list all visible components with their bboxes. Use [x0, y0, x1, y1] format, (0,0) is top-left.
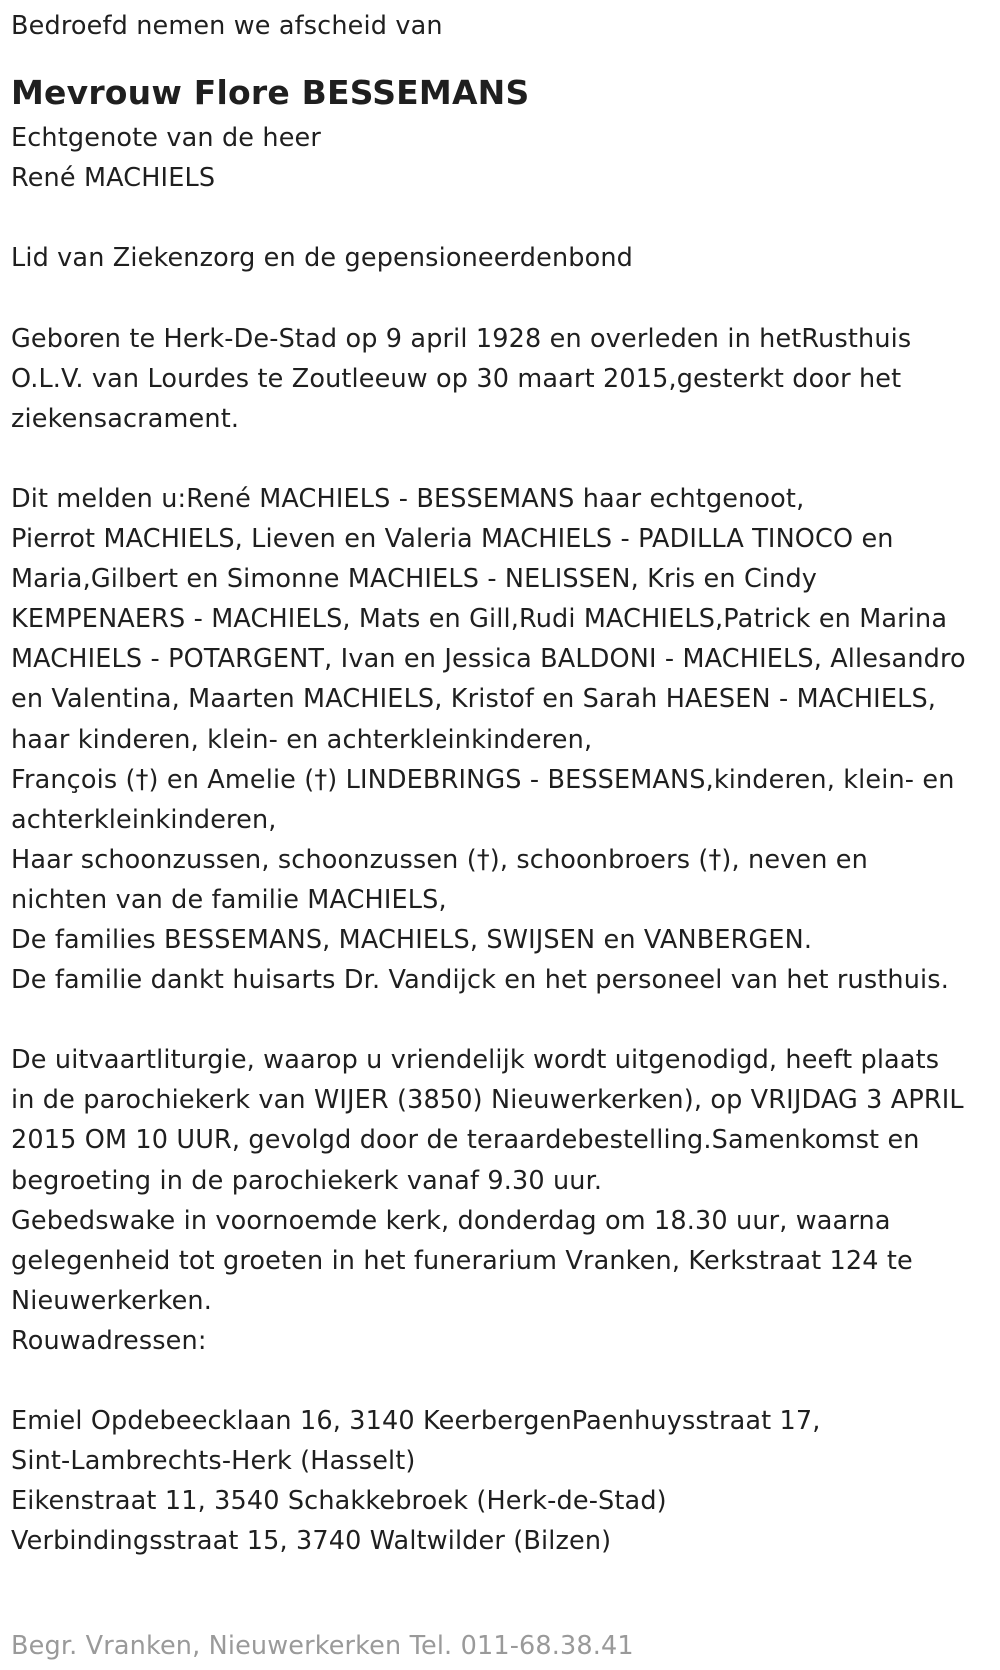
- addresses-block: [11, 1401, 990, 1561]
- paragraph-line: Geboren te Herk-De-Stad op 9 april 1928 en overleden in hetRusthuis: [11, 323, 912, 354]
- spouse-block: [11, 118, 990, 198]
- paragraph-line: in de parochiekerk van WIJER (3850) Nieuwerkerken), op VRIJDAG 3 APRIL: [11, 1085, 964, 1116]
- spouse-line: René MACHIELS: [11, 163, 216, 194]
- address-line: Sint-Lambrechts-Herk (Hasselt): [11, 1446, 416, 1477]
- paragraph-line: Nieuwerkerken.: [11, 1285, 212, 1316]
- paragraph-line: François (†) en Amelie (†) LINDEBRINGS - BESSEMANS,kinderen, klein- en: [11, 764, 955, 795]
- paragraph-line: Haar schoonzussen, schoonzussen (†), schoonbroers (†), neven en: [11, 844, 868, 875]
- paragraph-line: O.L.V. van Lourdes te Zoutleeuw op 30 maart 2015,gesterkt door het: [11, 363, 902, 394]
- family-paragraph: [11, 479, 990, 1000]
- paragraph-line: De uitvaartliturgie, waarop u vriendelijk wordt uitgenodigd, heeft plaats: [11, 1045, 940, 1076]
- paragraph-line: KEMPENAERS - MACHIELS, Mats en Gill,Rudi MACHIELS,Patrick en Marina: [11, 604, 948, 635]
- funeral-paragraph: [11, 1040, 990, 1361]
- paragraph-line: begroeting in de parochiekerk vanaf 9.30 uur.: [11, 1165, 603, 1196]
- membership-text: Lid van Ziekenzorg en de gepensioneerdenbond: [11, 243, 633, 274]
- paragraph-line: achterkleinkinderen,: [11, 804, 277, 835]
- paragraph-line: ziekensacrament.: [11, 403, 240, 434]
- spouse-line: Echtgenote van de heer: [11, 123, 322, 154]
- deceased-name: Mevrouw Flore BESSEMANS: [11, 73, 530, 113]
- paragraph-line: MACHIELS - POTARGENT, Ivan en Jessica BALDONI - MACHIELS, Allesandro: [11, 644, 966, 675]
- intro-text: Bedroefd nemen we afscheid van: [11, 11, 443, 41]
- paragraph-line: De families BESSEMANS, MACHIELS, SWIJSEN en VANBERGEN.: [11, 924, 813, 955]
- paragraph-line: Pierrot MACHIELS, Lieven en Valeria MACHIELS - PADILLA TINOCO en: [11, 524, 894, 555]
- paragraph-line: De familie dankt huisarts Dr. Vandijck en het personeel van het rusthuis.: [11, 965, 949, 996]
- paragraph-line: nichten van de familie MACHIELS,: [11, 884, 447, 915]
- paragraph-line: gelegenheid tot groeten in het funerarium Vranken, Kerkstraat 124 te: [11, 1245, 913, 1276]
- paragraph-line: en Valentina, Maarten MACHIELS, Kristof en Sarah HAESEN - MACHIELS,: [11, 684, 937, 715]
- funeral-home-footer: Begr. Vranken, Nieuwerkerken Tel. 011-68.38.41: [11, 1631, 634, 1661]
- paragraph-line: 2015 OM 10 UUR, gevolgd door de teraardebestelling.Samenkomst en: [11, 1125, 920, 1156]
- birth-death-paragraph: [11, 319, 990, 439]
- paragraph-line: Gebedswake in voornoemde kerk, donderdag om 18.30 uur, waarna: [11, 1205, 891, 1236]
- address-line: Eikenstraat 11, 3540 Schakkebroek (Herk-de-Stad): [11, 1486, 667, 1517]
- paragraph-line: Rouwadressen:: [11, 1325, 207, 1356]
- paragraph-line: Dit melden u:René MACHIELS - BESSEMANS haar echtgenoot,: [11, 483, 805, 514]
- paragraph-line: haar kinderen, klein- en achterkleinkinderen,: [11, 724, 593, 755]
- address-line: Verbindingsstraat 15, 3740 Waltwilder (Bilzen): [11, 1526, 612, 1557]
- address-line: Emiel Opdebeecklaan 16, 3140 KeerbergenPaenhuysstraat 17,: [11, 1406, 821, 1437]
- paragraph-line: Maria,Gilbert en Simonne MACHIELS - NELISSEN, Kris en Cindy: [11, 564, 818, 595]
